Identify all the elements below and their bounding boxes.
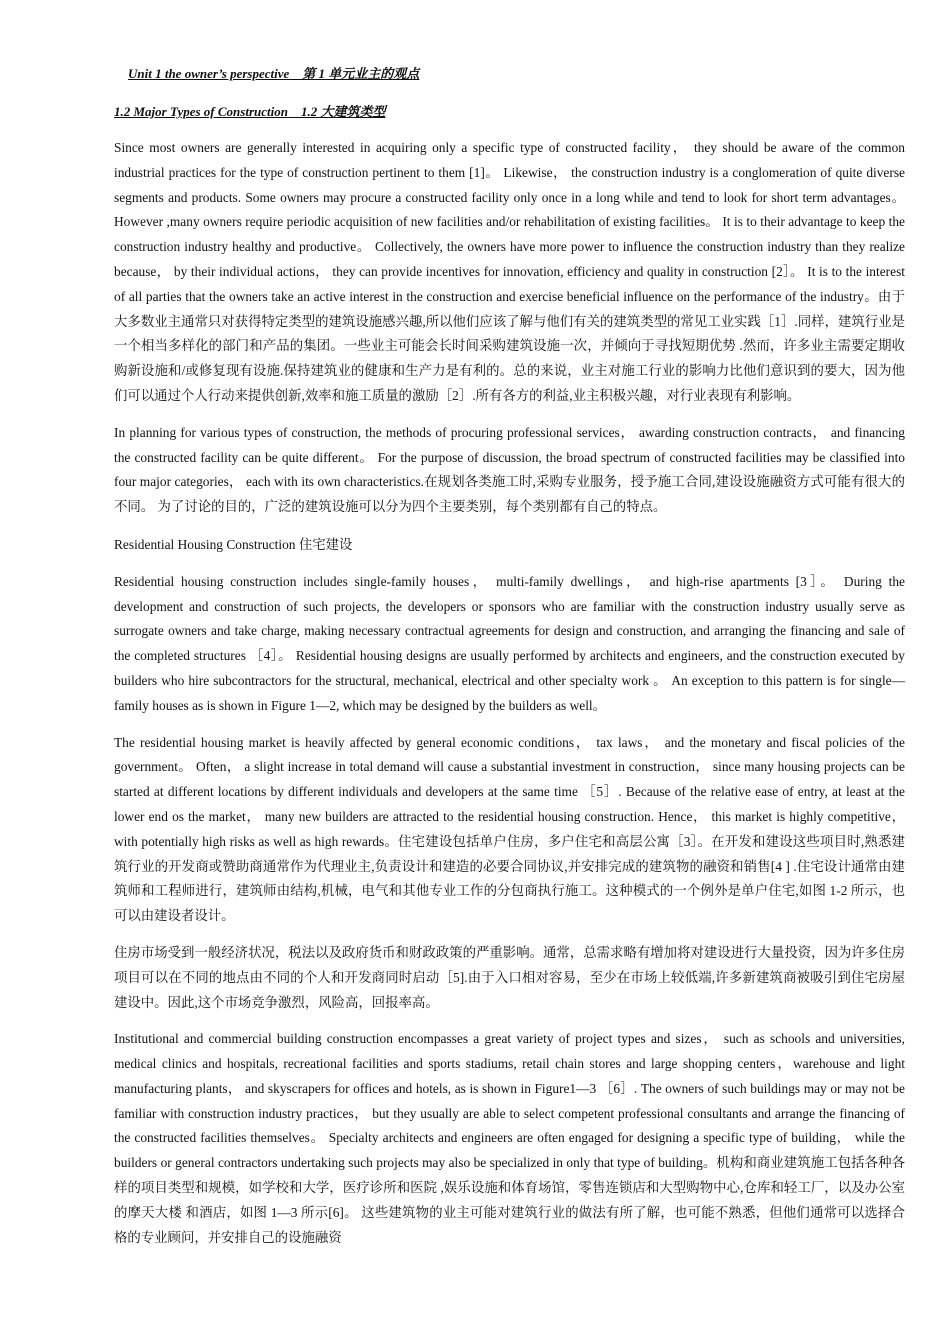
section-title: 1.2 Major Types of Construction 1.2 大建筑类型 xyxy=(114,104,386,119)
paragraph-housing-market: The residential housing market is heavily affected by general economic conditions， tax laws， and the monetary and fiscal policies of the government。 Often， a slight increase in total demand will cause a substantial investment in construction， since many housing projects can be started at different locations by different individuals and developers at the same time ［5］. Because of the relative ease of entry, at least at the lower end os the market， many new builders are attracted to the residential housing construction. Hence， this market is highly competitive， with potentially high risks as well as high rewards。住宅建设包括单户住房，多户住宅和高层公寓［3］。在开发和建设这些项目时,熟悉建筑行业的开发商或赞助商通常作为代理业主,负责设计和建造的必要合同协议,并安排完成的建筑物的融资和销售[4 ] .住宅设计通常由建筑师和工程师进行，建筑师由结构,机械，电气和其他专业工作的分包商执行施工。这种模式的一个例外是单户住宅,如图 1-2 所示，也可以由建设者设计。 xyxy=(114,734,905,924)
section-heading-residential: Residential Housing Construction 住宅建设 xyxy=(114,536,353,552)
paragraph-residential: Residential housing construction includes single-family houses， multi-family dwellings， and high-rise apartments [3］。 During the development and construction of such projects, the developers or sponsors who are familiar with the construction industry usually serve as surrogate owners and take charge, making necessary contractual agreements for design and construction, and arranging the financing and sale of the completed structures ［4］。 Residential housing designs are usually performed by architects and engineers, and the construction executed by builders who hire subcontractors for the structural, mechanical, electrical and other specialty work 。 An exception to this pattern is for single—family houses as is shown in Figure 1—2, which may be designed by the builders as well。 xyxy=(114,573,905,713)
paragraph-intro: Since most owners are generally interested in acquiring only a specific type of constructed facility， they should be aware of the common industrial practices for the type of construction pertinent to them [1]。 Likewise， the construction industry is a conglomeration of quite diverse segments and products. Some owners may procure a constructed facility only once in a long while and tend to look for short term advantages。 However ,many owners require periodic acquisition of new facilities and/or rehabilitation of existing facilities。 It is to their advantage to keep the construction industry healthy and productive。 Collectively, the owners have more power to influence the construction industry than they realize because， by their individual actions， they can provide incentives for innovation, efficiency and quality in construction [2］。 It is to the interest of all parties that the owners take an active interest in the construction and exercise beneficial influence on the performance of the industry。由于大多数业主通常只对获得特定类型的建筑设施感兴趣,所以他们应该了解与他们有关的建筑类型的常见工业实践［1］.同样，建筑行业是一个相当多样化的部门和产品的集团。一些业主可能会长时间采购建筑设施一次，并倾向于寻找短期优势 .然而，许多业主需要定期收购新设施和/或修复现有设施.保持建筑业的健康和生产力是有利的。总的来说，业主对施工行业的影响力比他们意识到的要大，因为他们可以通过个人行动来提供创新,效率和施工质量的激励［2］.所有各方的利益,业主积极兴趣，对行业表现有利影响。 xyxy=(114,140,905,403)
unit-title: Unit 1 the owner’s perspective 第 1 单元业主的观点 xyxy=(128,66,420,81)
paragraph-planning: In planning for various types of construction, the methods of procuring professional services， awarding construction contracts， and financing the constructed facility can be quite different。 For the purpose of discussion, the broad spectrum of constructed facilities may be classified into four major categories， each with its own characteristics.在规划各类施工时,采购专业服务，授予施工合同,建设设施融资方式可能有很大的不同。 为了讨论的目的，广泛的建筑设施可以分为四个主要类别，每个类别都有自己的特点。 xyxy=(114,424,905,515)
paragraph-housing-market-zh: 住房市场受到一般经济状况，税法以及政府货币和财政政策的严重影响。通常，总需求略有增加将对建设进行大量投资，因为许多住房项目可以在不同的地点由不同的个人和开发商同时启动［5].由于入口相对容易，至少在市场上较低端,许多新建筑商被吸引到住宅房屋建设中。因此,这个市场竞争激烈，风险高，回报率高。 xyxy=(114,944,905,1010)
paragraph-institutional: Institutional and commercial building construction encompasses a great variety of project types and sizes， such as schools and universities, medical clinics and hospitals, recreational facilities and sports stadiums, retail chain stores and large shopping centers，warehouse and light manufacturing plants， and skyscrapers for offices and hotels, as is shown in Figure1—3 ［6］. The owners of such buildings may or may not be familiar with construction industry practices， but they usually are able to select competent professional consultants and arrange the financing of the constructed facilities themselves。 Specialty architects and engineers are often engaged for designing a specific type of building， while the builders or general contractors undertaking such projects may also be specialized in only that type of building。机构和商业建筑施工包括各种各样的项目类型和规模，如学校和大学，医疗诊所和医院 ,娱乐设施和体育场馆，零售连锁店和大型购物中心,仓库和轻工厂，以及办公室的摩天大楼 和酒店，如图 1—3 所示[6]。 这些建筑物的业主可能对建筑行业的做法有所了解，也可能不熟悉，但他们通常可以选择合格的专业顾问，并安排自己的设施融资 xyxy=(114,1031,905,1245)
